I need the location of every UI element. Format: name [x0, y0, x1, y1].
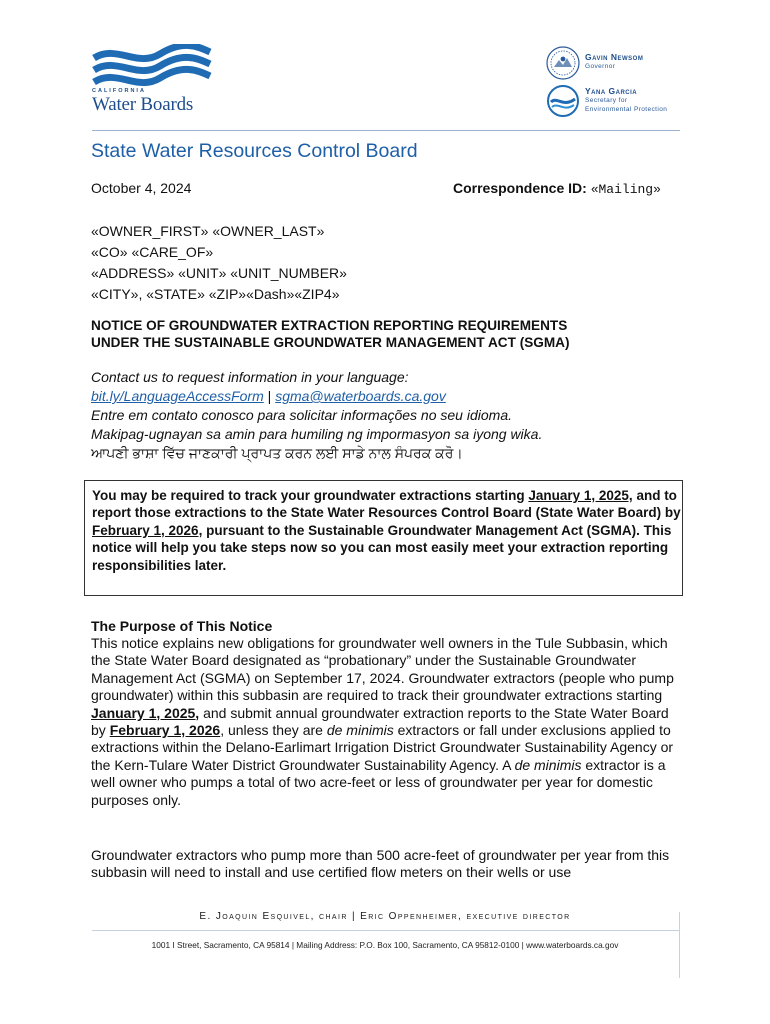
letter-date: October 4, 2024	[91, 180, 192, 196]
sgma-email-link[interactable]: sgma@waterboards.ca.gov	[275, 388, 446, 404]
official-governor-title: Governor	[585, 63, 616, 70]
logo-name: Water Boards	[92, 94, 194, 115]
flow-meter-paragraph: Groundwater extractors who pump more than 500 acre-feet of groundwater per year from this subbasin will need to install and use certified flow meters on their wells or use	[91, 847, 670, 881]
paragraph-text: and submit annual groundwater extraction reports to the State Water Board by	[91, 704, 669, 739]
language-access-tagalog: Makipag-ugnayan sa amin para humiling ng impormasyon sa iyong wika.	[91, 426, 543, 442]
state-seal-icon	[546, 46, 580, 80]
footer-chair: E. Joaquin Esquivel, chair	[199, 911, 348, 922]
address-line: «ADDRESS» «UNIT» «UNIT_NUMBER»	[91, 265, 347, 281]
callout-date-start: January 1, 2025,	[528, 488, 633, 503]
official-governor	[585, 53, 643, 71]
footer-leadership	[0, 911, 770, 922]
official-secretary-name: Yana Garcia	[585, 86, 638, 96]
address-line: «CITY», «STATE» «ZIP»«Dash»«ZIP4»	[91, 286, 340, 302]
de-minimis-term: de minimis	[514, 756, 582, 773]
callout-part: pursuant to the Sustainable Groundwater Management Act (SGMA). This notice will help you take steps now so you can most easily meet your extraction reporting responsibilities later.	[92, 522, 672, 573]
mailing-address	[91, 221, 347, 305]
correspondence-value: «Mailing»	[590, 182, 661, 197]
callout-text	[92, 487, 682, 574]
paragraph-text: This notice explains new obligations for groundwater well owners in the Tule Subbasin, which the State Water Board designated as “probationary” under the Sustainable Groundwater Management Act (SGMA) on September 17, 2024. Groundwater extractors (people who pump groundwater) within this subbasin are required to track their groundwater extractions starting	[91, 635, 674, 704]
language-access-form-link[interactable]: bit.ly/LanguageAccessForm	[91, 388, 264, 404]
paragraph-text: extractor is a well owner who pumps a total of two acre-feet or less of groundwater per year for domestic purposes only.	[91, 756, 666, 808]
link-separator: |	[263, 388, 276, 404]
header-divider	[92, 130, 680, 131]
address-line: «OWNER_FIRST» «OWNER_LAST»	[91, 223, 325, 239]
callout-date-report: February 1, 2026,	[92, 522, 203, 538]
agency-name: State Water Resources Control Board	[91, 140, 418, 162]
calepa-logo-icon	[546, 84, 580, 118]
de-minimis-term: de minimis	[326, 722, 394, 739]
page-edge-line	[679, 912, 680, 978]
official-governor-name: Gavin Newsom	[585, 52, 644, 62]
footer-address: 1001 I Street, Sacramento, CA 95814 | Mailing Address: P.O. Box 100, Sacramento, CA 95812-0100 | www.waterboards.ca.gov	[151, 940, 619, 950]
paragraph-text: extractors or fall under exclusions applied to extractions within the Delano-Earlimart Irrigation District Groundwater Sustainability Agency or the Kern-Tulare Water District Groundwater Sustainability Agency. A	[91, 722, 674, 773]
logo-state-word: CALIFORNIA	[92, 88, 146, 94]
notice-title-line1: NOTICE OF GROUNDWATER EXTRACTION REPORTING REQUIREMENTS	[91, 318, 568, 333]
purpose-date-start: January 1, 2025,	[91, 704, 200, 721]
purpose-heading: The Purpose of This Notice	[91, 618, 273, 634]
official-secretary-title-line1: Secretary for	[585, 97, 628, 104]
address-line: «CO» «CARE_OF»	[91, 244, 214, 260]
footer-director: Eric Oppenheimer, executive director	[360, 911, 571, 922]
callout-part: and to report those extractions to the State Water Resources Control Board (State Water Board) by	[92, 488, 681, 521]
purpose-date-report: February 1, 2026	[109, 722, 221, 739]
correspondence-label: Correspondence ID:	[453, 180, 591, 196]
correspondence-id	[453, 180, 661, 197]
footer-separator: |	[347, 911, 361, 922]
language-access-links	[91, 387, 691, 406]
footer-divider	[92, 930, 680, 931]
official-secretary-title-line2: Environmental Protection	[585, 106, 668, 113]
purpose-paragraph	[91, 635, 681, 809]
paragraph-text: , unless they are	[220, 722, 327, 739]
notice-title-line2: UNDER THE SUSTAINABLE GROUNDWATER MANAGEMENT ACT (SGMA)	[91, 335, 570, 350]
language-access-portuguese: Entre em contato conosco para solicitar informações no seu idioma.	[91, 407, 512, 423]
callout-part: You may be required to track your groundwater extractions starting	[92, 488, 529, 503]
notice-title	[91, 317, 671, 351]
language-access-punjabi: ਆਪਣੀ ਭਾਸ਼ਾ ਵਿੱਚ ਜਾਣਕਾਰੀ ਪ੍ਰਾਪਤ ਕਰਨ ਲਈ ਸਾਡੇ ਨਾਲ ਸੰਪਰਕ ਕਰੋ।	[91, 445, 463, 461]
official-secretary	[585, 87, 667, 114]
water-boards-logo-waves-icon	[92, 44, 212, 90]
language-access-intro: Contact us to request information in your language:	[91, 369, 409, 385]
language-access	[91, 368, 691, 463]
